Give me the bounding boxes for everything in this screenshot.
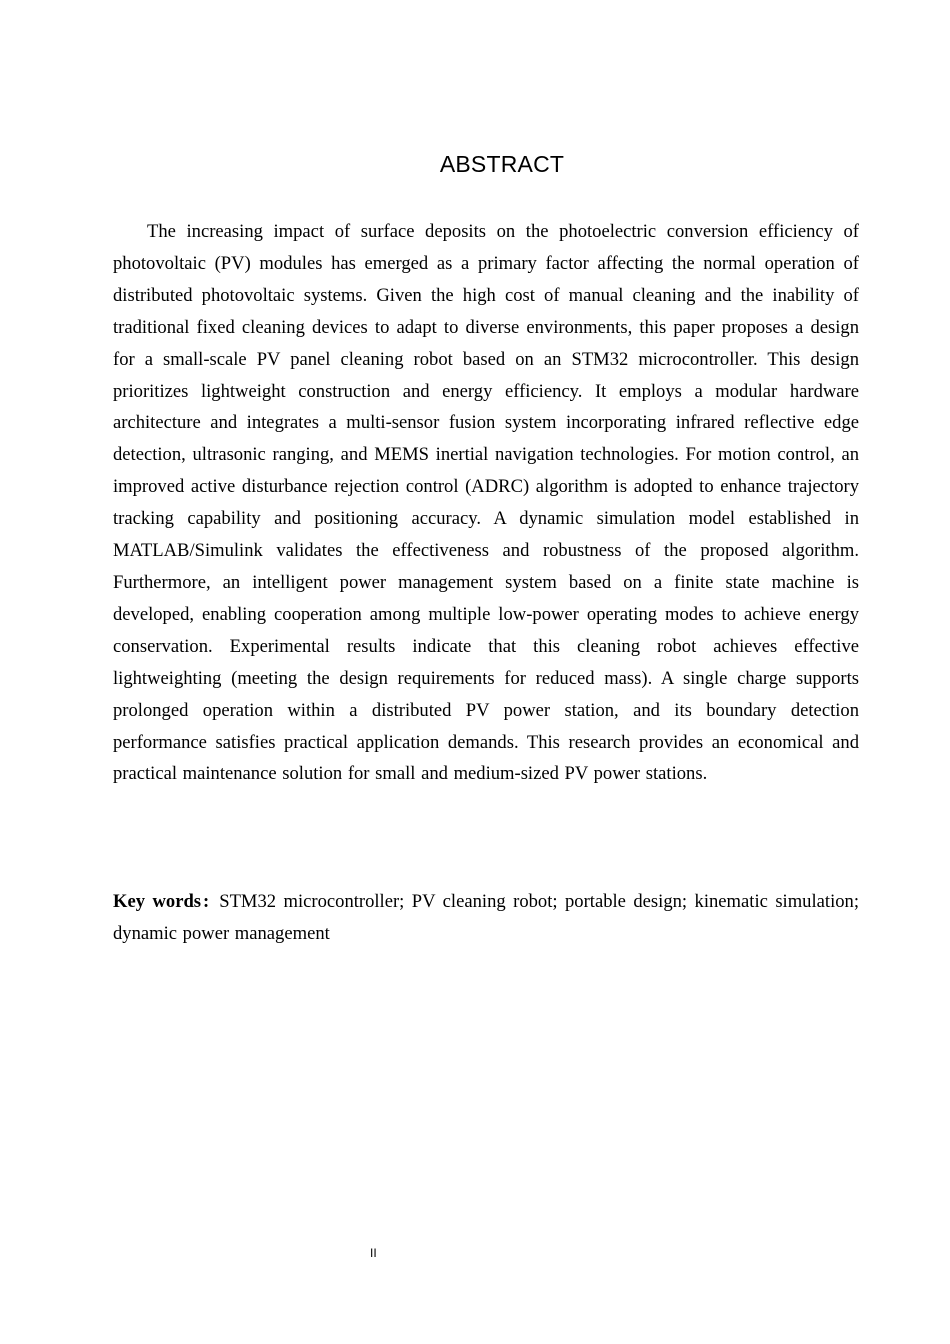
keywords-label: Key words (113, 891, 202, 912)
abstract-body: The increasing impact of surface deposits on the photoelectric conversion efficiency of photovoltaic (PV) modules has emerged as a primary factor affecting the normal operation of distributed photovoltaic systems. Given the high cost of manual cleaning and the inability of traditional fixed cleaning devices to adapt to diverse environments, this paper proposes a design for a small-scale PV panel cleaning robot based on an STM32 microcontroller. This design prioritizes lightweight construction and energy efficiency. It employs a modular hardware architecture and integrates a multi-sensor fusion system incorporating infrared reflective edge detection, ultrasonic ranging, and MEMS inertial navigation technologies. For motion control, an improved active disturbance rejection control (ADRC) algorithm is adopted to enhance trajectory tracking capability and positioning accuracy. A dynamic simulation model established in MATLAB/Simulink validates the effectiveness and robustness of the proposed algorithm. Furthermore, an intelligent power management system based on a finite state machine is developed, enabling cooperation among multiple low-power operating modes to achieve energy conservation. Experimental results indicate that this cleaning robot achieves effective lightweighting (meeting the design requirements for reduced mass). A single charge supports prolonged operation within a distributed PV power station, and its boundary detection performance satisfies practical application demands. This research provides an economical and practical maintenance solution for small and medium-sized PV power stations. (113, 221, 859, 785)
abstract-title: ABSTRACT (439, 151, 565, 177)
page-number: II (370, 1246, 377, 1260)
keywords-text: STM32 microcontroller; PV cleaning robot; portable design; kinematic simulation; dynamic power management (113, 891, 859, 944)
keywords-paragraph (113, 886, 859, 950)
keywords-separator: : (203, 891, 210, 912)
